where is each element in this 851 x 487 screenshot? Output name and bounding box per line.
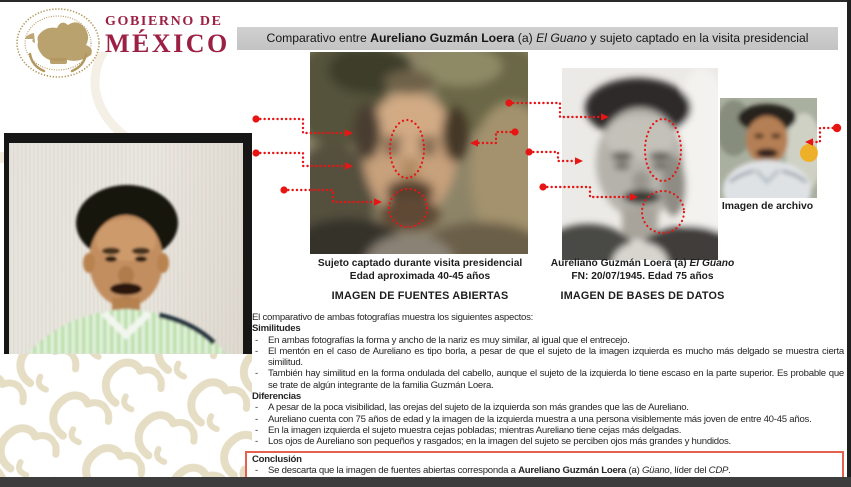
list-item bbox=[252, 368, 844, 391]
screen-photo-frame bbox=[4, 133, 252, 354]
bullet-marker: - bbox=[255, 402, 258, 414]
caption-line: Edad aproximada 40-45 años bbox=[349, 270, 491, 282]
list-item bbox=[252, 425, 844, 436]
report-intro: El comparativo de ambas fotografías muestra los siguientes aspectos: bbox=[252, 312, 534, 323]
mexico-eagle-seal-icon bbox=[14, 6, 102, 80]
open-source-caption bbox=[300, 258, 540, 302]
bullet-marker: - bbox=[255, 464, 258, 476]
similarities-heading: Similitudes bbox=[252, 323, 301, 335]
bullet-marker: - bbox=[255, 413, 258, 425]
watermark-feather-pattern bbox=[0, 350, 252, 478]
archive-photo-caption: Imagen de archivo bbox=[721, 201, 814, 212]
bullet-text: A pesar de la poca visibilidad, las orejas del sujeto de la izquierda son más grandes que las de Aureliano. bbox=[268, 402, 689, 414]
bullet-text: También hay similitud en la forma ondulada del cabello, aunque el sujeto de la izquierda lo tiene escaso en la parte superior. Es probable que se trate de algún integrante de la familia Guzmán Loera. bbox=[268, 368, 844, 391]
list-item bbox=[252, 436, 844, 447]
window-right-border bbox=[847, 0, 851, 487]
list-item bbox=[252, 346, 844, 369]
bullet-text: Aureliano cuenta con 75 años de edad y la imagen de la izquierda muestra a una persona visiblemente más joven de entre 40-45 años. bbox=[268, 413, 812, 425]
screen-photo-subject bbox=[9, 143, 243, 354]
logo-line1: GOBIERNO DE bbox=[105, 14, 223, 29]
caption-line: Aureliano Guzmán Loera (a) El Guano bbox=[550, 258, 735, 269]
photo-source-label: IMAGEN DE BASES DE DATOS bbox=[560, 290, 725, 302]
report-body bbox=[252, 312, 844, 481]
report-title-bar: Comparativo entre Aureliano Guzmán Loera (a) El Guano y sujeto captado en la visita presidencial bbox=[237, 27, 838, 50]
list-item bbox=[252, 465, 836, 476]
bullet-text: En ambas fotografías la forma y ancho de la nariz es muy similar, al igual que el entrecejo. bbox=[268, 334, 630, 346]
window-bottom-bar bbox=[0, 477, 851, 487]
bullet-text: Los ojos de Aureliano son pequeños y rasgados; en la imagen del sujeto se perciben ojos más grandes y hundidos. bbox=[268, 436, 731, 448]
archive-photo bbox=[720, 98, 817, 198]
list-item bbox=[252, 335, 844, 346]
bullet-marker: - bbox=[255, 424, 258, 436]
bullet-marker: - bbox=[255, 436, 258, 448]
photo-source-label: IMAGEN DE FUENTES ABIERTAS bbox=[331, 290, 509, 302]
window-top-border bbox=[0, 0, 851, 2]
caption-line: Sujeto captado durante visita presidencial bbox=[317, 258, 523, 269]
logo-wordmark bbox=[105, 14, 230, 59]
conclusion-heading: Conclusión bbox=[252, 453, 302, 465]
list-item bbox=[252, 414, 844, 425]
conclusion-text: Se descarta que la imagen de fuentes abiertas corresponda a Aureliano Guzmán Loera (a) Güano, líder del CDP. bbox=[268, 464, 731, 476]
open-source-photo bbox=[310, 52, 528, 254]
database-photo bbox=[562, 68, 718, 260]
differences-heading: Diferencias bbox=[252, 391, 301, 403]
bullet-marker: - bbox=[255, 345, 258, 357]
caption-line: FN: 20/07/1945. Edad 75 años bbox=[571, 270, 714, 282]
bullet-marker: - bbox=[255, 334, 258, 346]
bullet-text: En la imagen izquierda el sujeto muestra cejas pobladas; mientras Aureliano tiene cejas más delgadas. bbox=[268, 424, 682, 436]
database-caption bbox=[545, 258, 740, 302]
bullet-marker: - bbox=[255, 368, 258, 380]
logo-line2: MÉXICO bbox=[105, 29, 230, 58]
list-item bbox=[252, 402, 844, 413]
bullet-text: El mentón en el caso de Aureliano es tipo borla, a pesar de que el sujeto de la imagen izquierda es mucho más delgado se muestra cierta similitud. bbox=[268, 345, 844, 369]
